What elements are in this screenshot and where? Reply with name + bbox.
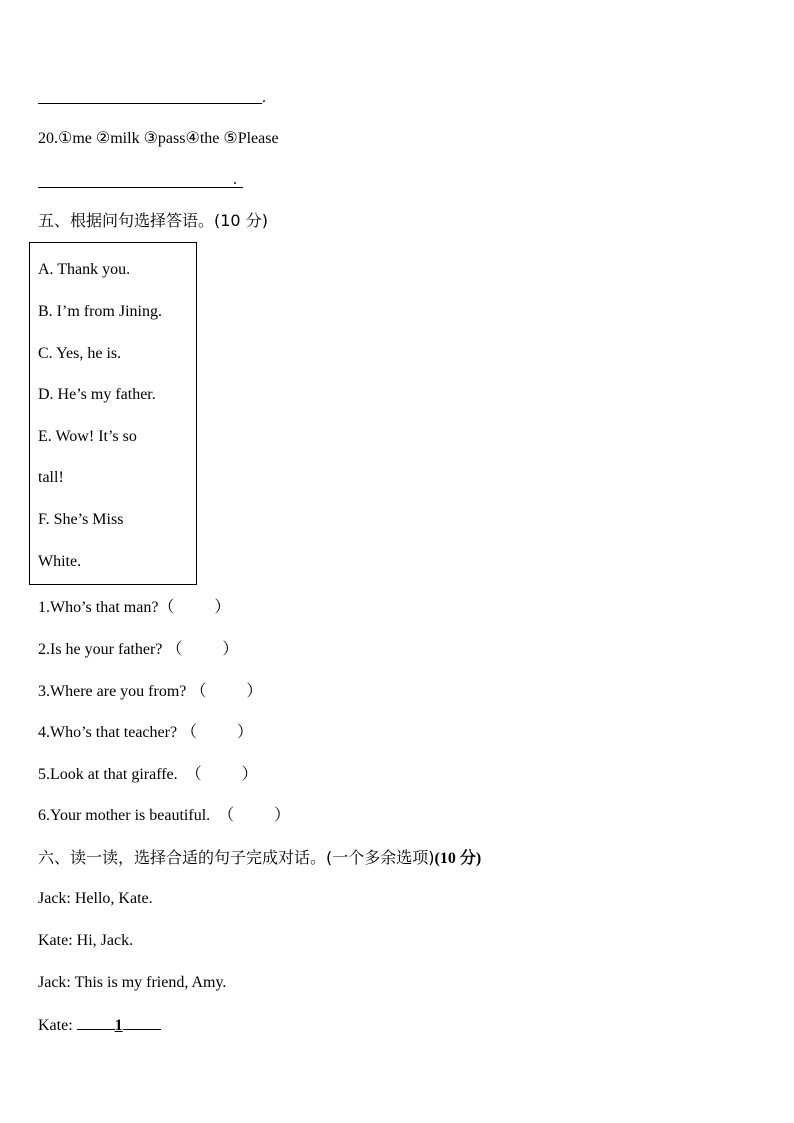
dialogue-line-2: Kate: Hi, Jack. [38,932,134,949]
option-e: E. Wow! It’s so [38,428,137,445]
question-2[interactable]: 2.Is he your father? （ ） [38,641,239,658]
question-3[interactable]: 3.Where are you from? （ ） [38,683,263,700]
dialogue-blank-right[interactable] [123,1014,161,1030]
option-d: D. He’s my father. [38,386,156,403]
dialogue-speaker: Kate: [38,1017,77,1034]
option-a: A. Thank you. [38,261,131,278]
q20-words: 20.①me ②milk ③pass④the ⑤Please [38,130,279,147]
dialogue-line-3: Jack: This is my friend, Amy. [38,974,227,991]
blank-number: 1 [114,1017,123,1034]
option-e-cont: tall! [38,469,64,486]
option-c: C. Yes, he is. [38,345,122,362]
section6-title [38,848,481,869]
question-1[interactable]: 1.Who’s that man?（ ） [38,599,231,616]
dialogue-line-1: Jack: Hello, Kate. [38,890,153,907]
option-f-cont: White. [38,553,82,570]
option-b: B. I’m from Jining. [38,303,162,320]
dialogue-line-4 [38,1014,161,1036]
q20-period: . [233,171,237,188]
q20-answer-line[interactable] [38,187,243,188]
question-4[interactable]: 4.Who’s that teacher? （ ） [38,724,254,741]
q19-answer-line[interactable] [38,103,262,104]
section6-score: (10 分) [434,850,482,867]
question-6[interactable]: 6.Your mother is beautiful. （ ） [38,807,291,824]
q19-period: . [262,89,266,106]
question-5[interactable]: 5.Look at that giraffe. （ ） [38,766,258,783]
section5-title: 五、根据问句选择答语。(10 分) [38,211,268,230]
options-box [29,242,197,585]
dialogue-blank-left[interactable] [77,1014,115,1030]
option-f: F. She’s Miss [38,511,124,528]
section6-title-text: 六、读一读，选择合适的句子完成对话。(一个多余选项) [38,848,435,867]
